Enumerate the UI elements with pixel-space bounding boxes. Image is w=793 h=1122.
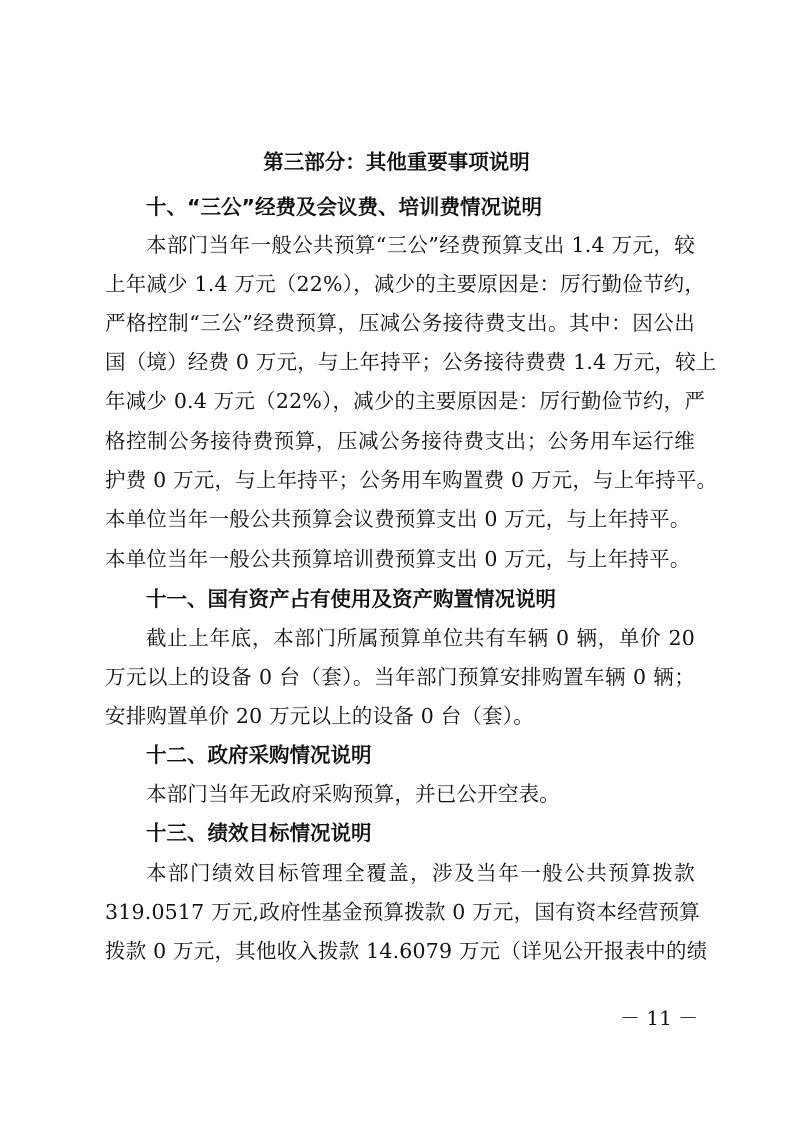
paragraph-line: 年减少 0.4 万元（22%），减少的主要原因是：厉行勤俭节约，严 [105,389,706,413]
page-number: － 11 － [620,1006,699,1030]
paragraph-line: 本部门当年无政府采购预算，并已公开空表。 [146,782,560,806]
paragraph-line: 万元以上的设备 0 台（套）。当年部门预算安排购置车辆 0 辆； [105,665,695,689]
paragraph-line: 319.0517 万元,政府性基金预算拨款 0 万元，国有资本经营预算 [105,900,700,924]
section-heading-12: 十二、政府采购情况说明 [146,743,372,767]
part-title: 第三部分：其他重要事项说明 [263,150,530,174]
paragraph-line: 严格控制“三公”经费预算，压减公务接待费支出。其中：因公出 [105,311,695,335]
paragraph-line: 本部门当年一般公共预算“三公”经费预算支出 1.4 万元，较 [146,233,695,257]
paragraph-line: 本单位当年一般公共预算培训费预算支出 0 万元，与上年持平。 [105,547,691,571]
section-heading-11: 十一、国有资产占有使用及资产购置情况说明 [146,587,556,611]
paragraph-line: 上年减少 1.4 万元（22%），减少的主要原因是：厉行勤俭节约， [105,272,706,296]
paragraph-line: 本单位当年一般公共预算会议费预算支出 0 万元，与上年持平。 [105,507,691,531]
section-heading-10: 十、“三公”经费及会议费、培训费情况说明 [146,195,542,219]
paragraph-line: 护费 0 万元，与上年持平；公务用车购置费 0 万元，与上年持平。 [105,468,718,492]
section-heading-13: 十三、绩效目标情况说明 [146,821,372,845]
paragraph-line: 本部门绩效目标管理全覆盖，涉及当年一般公共预算拨款 [146,861,695,885]
paragraph-line: 截止上年底，本部门所属预算单位共有车辆 0 辆，单价 20 [146,626,695,650]
paragraph-line: 安排购置单价 20 万元以上的设备 0 台（套）。 [105,704,534,728]
paragraph-line: 格控制公务接待费预算，压减公务接待费支出；公务用车运行维 [105,429,695,453]
paragraph-line: 拨款 0 万元，其他收入拨款 14.6079 万元（详见公开报表中的绩 [105,939,708,963]
paragraph-line: 国（境）经费 0 万元，与上年持平；公务接待费费 1.4 万元，较上 [105,350,717,374]
